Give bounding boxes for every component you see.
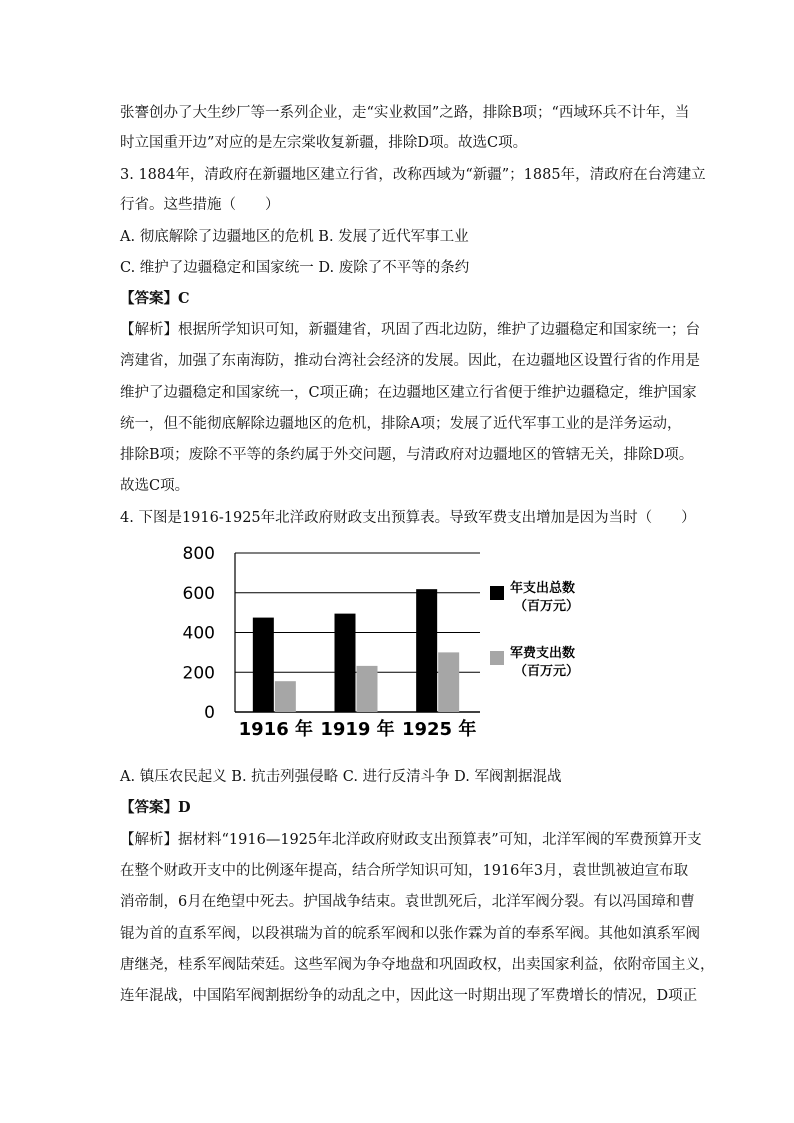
y-tick-label: 400 — [182, 623, 215, 644]
bar — [438, 652, 459, 712]
legend-unit: （百万元） — [514, 664, 580, 679]
legend-unit: （百万元） — [514, 599, 580, 614]
question-3-explanation: 维护了边疆稳定和国家统一，C项正确；在边疆地区建立行省便于维护边疆稳定，维护国家 — [120, 385, 697, 401]
chart-y-ticks — [183, 545, 215, 723]
bar — [416, 589, 437, 712]
legend-label: 军费支出数 — [510, 646, 576, 661]
x-tick-label: 1916 年 — [238, 719, 314, 740]
bar — [253, 618, 274, 712]
question-4-stem: 4. 下图是1916-1925年北洋政府财政支出预算表。导致军费支出增加是因为当时（ ） — [120, 510, 696, 526]
legend-swatch — [490, 651, 504, 665]
paragraph-line: 张謇创办了大生纱厂等一系列企业，走“实业救国”之路，排除B项；“西域环兵不计年，当 — [120, 105, 690, 121]
bar — [335, 614, 356, 712]
y-tick-label: 600 — [182, 583, 215, 604]
question-3-options-ab: A. 彻底解除了边疆地区的危机 B. 发展了近代军事工业 — [120, 229, 469, 245]
y-tick-label: 200 — [182, 663, 215, 684]
paragraph-line: 时立国重开边”对应的是左宗棠收复新疆，排除D项。故选C项。 — [120, 135, 528, 151]
chart-bars — [253, 589, 459, 712]
question-3-options-cd: C. 维护了边疆稳定和国家统一 D. 废除了不平等的条约 — [120, 260, 470, 276]
x-tick-label: 1925 年 — [401, 719, 477, 740]
question-4-answer: 【答案】D — [120, 799, 191, 816]
question-3-answer: 【答案】C — [120, 290, 190, 307]
x-tick-label: 1919 年 — [320, 719, 395, 740]
question-4-options: A. 镇压农民起义 B. 抗击列强侵略 C. 进行反清斗争 D. 军阀割据混战 — [120, 769, 562, 785]
question-3-explanation: 排除B项；废除不平等的条约属于外交问题，与清政府对边疆地区的管辖无关，排除D项。 — [120, 447, 694, 463]
expenditure-bar-chart — [180, 545, 600, 750]
question-3-stem: 3. 1884年，清政府在新疆地区建立行省，改称西域为“新疆”；1885年，清政府在台湾建立 — [120, 167, 706, 183]
question-3-explanation: 统一，但不能彻底解除边疆地区的危机，排除A项；发展了近代军事工业的是洋务运动， — [120, 416, 682, 432]
question-4-explanation: 连年混战，中国陷军阀割据纷争的动乱之中，因此这一时期出现了军费增长的情况，D项正 — [120, 988, 698, 1004]
question-3-stem: 行省。这些措施（ ） — [120, 197, 280, 213]
question-4-explanation: 【解析】据材料“1916—1925年北洋政府财政支出预算表”可知，北洋军阀的军费预算开支 — [120, 832, 702, 848]
question-4-explanation: 在整个财政开支中的比例逐年提高，结合所学知识可知，1916年3月，袁世凯被迫宣布取 — [120, 863, 689, 879]
bar — [275, 681, 296, 712]
legend-swatch — [490, 586, 504, 600]
question-4-explanation: 锟为首的直系军阀，以段祺瑞为首的皖系军阀和以张作霖为首的奉系军阀。其他如滇系军阀 — [120, 926, 700, 942]
question-4-explanation: 消帝制，6月在绝望中死去。护国战争结束。袁世凯死后，北洋军阀分裂。有以冯国璋和曹 — [120, 894, 695, 910]
question-3-explanation: 湾建省，加强了东南海防，推动台湾社会经济的发展。因此，在边疆地区设置行省的作用是 — [120, 353, 700, 369]
question-3-explanation: 【解析】根据所学知识可知，新疆建省，巩固了西北边防，维护了边疆稳定和国家统一；台 — [120, 322, 700, 338]
chart-legend — [490, 580, 579, 679]
y-tick-label: 800 — [182, 545, 215, 564]
bar — [357, 666, 378, 712]
question-3-explanation: 故选C项。 — [120, 478, 190, 494]
question-4-explanation: 唐继尧，桂系军阀陆荣廷。这些军阀为争夺地盘和巩固政权，出卖国家利益，依附帝国主义， — [120, 957, 715, 973]
y-tick-label: 0 — [204, 703, 215, 723]
chart-x-ticks — [239, 718, 477, 740]
legend-label: 年支出总数 — [510, 581, 576, 596]
